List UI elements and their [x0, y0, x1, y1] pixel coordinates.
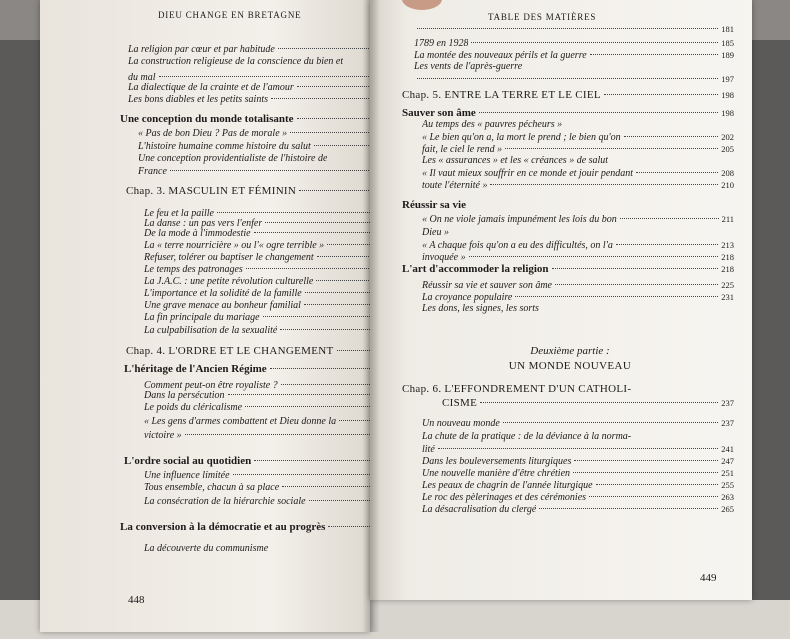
- dot-leader: [480, 402, 718, 403]
- right-page-number: 449: [700, 572, 717, 584]
- left-entry-title: La découverte du communisme: [144, 543, 269, 554]
- left-entry-title: La religion par cœur et par habitude: [128, 44, 275, 55]
- left-entry-title: L'importance et la solidité de la famille: [144, 288, 302, 299]
- right-entry-title: lité: [422, 444, 435, 455]
- dot-leader: [270, 368, 375, 369]
- left-toc-entry: [128, 55, 390, 69]
- left-page: [40, 0, 370, 632]
- left-toc-entry: [144, 494, 390, 508]
- dot-leader: [574, 460, 718, 461]
- right-toc-entry: [402, 198, 734, 212]
- right-toc-entry: [402, 262, 734, 276]
- right-entry-page: 197: [721, 74, 734, 84]
- right-entry-title: L'art d'accommoder la religion: [402, 263, 549, 275]
- dot-leader: [185, 434, 375, 435]
- right-entry-title: Les vents de l'après-guerre: [414, 61, 523, 72]
- right-entry-title: 1789 en 1928: [414, 38, 469, 49]
- dot-leader: [515, 296, 718, 297]
- right-entry-title: toute l'éternité »: [422, 180, 488, 191]
- dot-leader: [417, 78, 718, 79]
- dot-leader: [620, 218, 719, 219]
- right-toc-entry: [422, 502, 734, 516]
- right-entry-page: 225: [721, 280, 734, 290]
- left-entry-title: Comment peut-on être royaliste ?: [144, 380, 278, 391]
- left-entry-title: Le poids du cléricalisme: [144, 402, 243, 413]
- left-toc-entry: [144, 414, 390, 428]
- left-toc-entry: [120, 112, 390, 126]
- right-entry-title: Les dons, les signes, les sorts: [422, 303, 539, 314]
- dot-leader: [555, 284, 718, 285]
- right-entry-title: Dieu »: [422, 227, 449, 238]
- left-entry-title: La fin principale du mariage: [144, 312, 260, 323]
- right-entry-page: 241: [721, 444, 734, 454]
- dot-leader: [245, 406, 374, 407]
- dot-leader: [246, 268, 375, 269]
- dot-leader: [263, 316, 375, 317]
- right-entry-page: 205: [721, 144, 734, 154]
- right-entry-title: Les « assurances » et les « créances » de salut: [422, 155, 609, 166]
- right-entry-title: CISME: [442, 397, 478, 409]
- right-entry-page: 231: [721, 292, 734, 302]
- left-entry-title: Une grave menace au bonheur familial: [144, 300, 301, 311]
- dot-leader: [217, 212, 374, 213]
- right-entry-page: 237: [721, 398, 734, 408]
- right-entry-page: 263: [721, 492, 734, 502]
- right-entry-title: La désacralisation du clergé: [422, 504, 537, 515]
- dot-leader: [438, 448, 718, 449]
- left-entry-title: La conversion à la démocratie et au progrès: [120, 521, 326, 533]
- right-entry-title: Chap. 6. L'EFFONDREMENT D'UN CATHOLI-: [402, 383, 632, 395]
- book-gutter: [362, 0, 380, 632]
- left-entry-title: L'ordre social au quotidien: [124, 455, 252, 467]
- right-entry-title: La montée des nouveaux périls et la guerre: [414, 50, 587, 61]
- right-entry-title: Réussir sa vie et sauver son âme: [422, 280, 552, 291]
- right-entry-page: 185: [721, 38, 734, 48]
- dot-leader: [552, 268, 719, 269]
- right-entry-title: « A chaque fois qu'on a eu des difficultés, on l'a: [422, 240, 613, 251]
- dot-leader: [282, 486, 374, 487]
- right-toc-entry: [422, 178, 734, 192]
- left-entry-title: France: [138, 166, 167, 177]
- dot-leader: [616, 244, 718, 245]
- right-entry-page: 213: [721, 240, 734, 250]
- left-toc-entry: [144, 480, 390, 494]
- left-toc-entry: [144, 542, 390, 556]
- left-entry-title: Le temps des patronages: [144, 264, 243, 275]
- dot-leader: [590, 54, 719, 55]
- right-entry-page: 247: [721, 456, 734, 466]
- left-entry-title: Chap. 3. MASCULIN ET FÉMININ: [126, 185, 297, 197]
- left-entry-title: La culpabilisation de la sexualité: [144, 325, 278, 336]
- dot-leader: [280, 329, 374, 330]
- left-toc-entry: [144, 323, 390, 337]
- dot-leader: [604, 94, 718, 95]
- left-entry-title: Une conception providentialiste de l'histoire de: [138, 153, 328, 164]
- right-toc-entry: [414, 22, 734, 36]
- left-entry-title: victoire »: [144, 430, 182, 441]
- right-entry-title: « On ne viole jamais impunément les lois du bon: [422, 214, 617, 225]
- dot-leader: [254, 460, 374, 461]
- left-toc-entry: [138, 164, 390, 178]
- left-entry-title: Une influence limitée: [144, 470, 230, 481]
- right-toc-entry: [422, 212, 734, 226]
- right-entry-page: 210: [721, 180, 734, 190]
- left-entry-title: La danse : un pas vers l'enfer: [144, 218, 263, 229]
- right-toc-entry: [422, 416, 734, 430]
- left-toc-entry: [138, 139, 390, 153]
- left-running-head: DIEU CHANGE EN BRETAGNE: [158, 10, 302, 20]
- right-entry-title: « Il vaut mieux souffrir en ce monde et jouir pendant: [422, 168, 634, 179]
- right-entry-title: Un nouveau monde: [422, 418, 500, 429]
- dot-leader: [471, 42, 718, 43]
- left-entry-title: Les bons diables et les petits saints: [128, 94, 268, 105]
- right-entry-page: 218: [721, 264, 734, 274]
- left-entry-title: L'héritage de l'Ancien Régime: [124, 363, 267, 375]
- right-entry-title: La chute de la pratique : de la déviance à la norma-: [422, 431, 632, 442]
- part-title: UN MONDE NOUVEAU: [508, 360, 632, 372]
- dot-leader: [636, 172, 718, 173]
- dot-leader: [539, 508, 718, 509]
- left-entry-title: La consécration de la hiérarchie sociale: [144, 496, 306, 507]
- left-toc-entry: [124, 454, 390, 468]
- right-running-head: TABLE DES MATIÈRES: [488, 12, 597, 22]
- left-entry-title: L'histoire humaine comme histoire du salut: [138, 141, 311, 152]
- left-entry-title: La construction religieuse de la conscience du bien et: [128, 56, 344, 67]
- right-entry-page: 189: [721, 50, 734, 60]
- right-entry-title: fait, le ciel le rend »: [422, 144, 503, 155]
- dot-leader: [254, 232, 375, 233]
- right-entry-title: Au temps des « pauvres pécheurs »: [422, 119, 563, 130]
- right-entry-title: Une nouvelle manière d'être chrétien: [422, 468, 571, 479]
- right-entry-page: 211: [721, 214, 734, 224]
- left-entry-title: Tous ensemble, chacun à sa place: [144, 482, 280, 493]
- right-entry-page: 251: [721, 468, 734, 478]
- left-toc-entry: [144, 310, 390, 324]
- right-toc-entry: [422, 302, 734, 316]
- right-entry-title: invoquée »: [422, 252, 466, 263]
- left-toc-entry: [128, 92, 390, 106]
- left-entry-title: Une conception du monde totalisante: [120, 113, 294, 125]
- right-entry-page: 255: [721, 480, 734, 490]
- left-toc-entry: [120, 520, 390, 534]
- left-entry-title: du mal: [128, 72, 156, 83]
- left-entry-title: De la mode à l'immodestie: [144, 228, 251, 239]
- dot-leader: [596, 484, 719, 485]
- left-entry-title: « Pas de bon Dieu ? Pas de morale »: [138, 128, 288, 139]
- right-entry-page: 218: [721, 252, 734, 262]
- right-entry-page: 265: [721, 504, 734, 514]
- right-entry-title: Chap. 5. ENTRE LA TERRE ET LE CIEL: [402, 89, 601, 101]
- dot-leader: [228, 394, 375, 395]
- right-entry-page: 198: [721, 108, 734, 118]
- right-toc-entry: [414, 72, 734, 86]
- left-toc-entry: [126, 344, 390, 358]
- right-page: [370, 0, 752, 600]
- left-toc-entry: [144, 428, 390, 442]
- dot-leader: [170, 170, 379, 171]
- left-entry-title: « Les gens d'armes combattent et Dieu donne la: [144, 416, 337, 427]
- left-entry-title: La dialectique de la crainte et de l'amour: [128, 82, 294, 93]
- dot-leader: [479, 112, 719, 113]
- left-entry-title: Dans la persécution: [144, 390, 225, 401]
- left-toc-entry: [128, 42, 390, 56]
- left-toc-entry: [124, 362, 390, 376]
- right-entry-page: 181: [721, 24, 734, 34]
- right-entry-page: 198: [721, 90, 734, 100]
- left-toc-entry: [144, 400, 390, 414]
- left-toc-entry: [138, 126, 390, 140]
- dot-leader: [265, 222, 374, 223]
- right-entry-page: 237: [721, 418, 734, 428]
- right-toc-entry: [402, 382, 734, 396]
- left-entry-title: La « terre nourricière » ou l'« ogre terrible »: [144, 240, 325, 251]
- left-entry-title: Refuser, tolérer ou baptiser le changement: [144, 252, 314, 263]
- dot-leader: [417, 28, 718, 29]
- right-entry-title: Réussir sa vie: [402, 199, 466, 211]
- right-entry-page: 208: [721, 168, 734, 178]
- dot-leader: [589, 496, 718, 497]
- dot-leader: [281, 384, 375, 385]
- dot-leader: [505, 148, 718, 149]
- left-toc-entry: [126, 184, 390, 198]
- right-entry-title: « Le bien qu'on a, la mort le prend ; le bien qu'on: [422, 132, 621, 143]
- dot-leader: [573, 472, 718, 473]
- right-entry-page: 202: [721, 132, 734, 142]
- left-entry-title: Chap. 4. L'ORDRE ET LE CHANGEMENT: [126, 345, 334, 357]
- right-entry-title: Sauver son âme: [402, 107, 476, 119]
- right-entry-title: Dans les bouleversements liturgiques: [422, 456, 572, 467]
- dot-leader: [159, 76, 379, 77]
- dot-leader: [624, 136, 719, 137]
- dot-leader: [503, 422, 718, 423]
- left-page-number: 448: [128, 594, 145, 606]
- dot-leader: [490, 184, 718, 185]
- right-toc-entry: [402, 88, 734, 102]
- right-entry-title: Les peaux de chagrin de l'année liturgique: [422, 480, 593, 491]
- left-entry-title: La J.A.C. : une petite révolution culturelle: [144, 276, 314, 287]
- right-toc-entry: [442, 396, 734, 410]
- left-entry-title: Le feu et la paille: [144, 208, 214, 219]
- dot-leader: [469, 256, 719, 257]
- part-label: Deuxième partie :: [530, 345, 610, 357]
- dot-leader: [233, 474, 375, 475]
- right-entry-title: La croyance populaire: [422, 292, 513, 303]
- right-entry-title: Le roc des pèlerinages et des cérémonies: [422, 492, 587, 503]
